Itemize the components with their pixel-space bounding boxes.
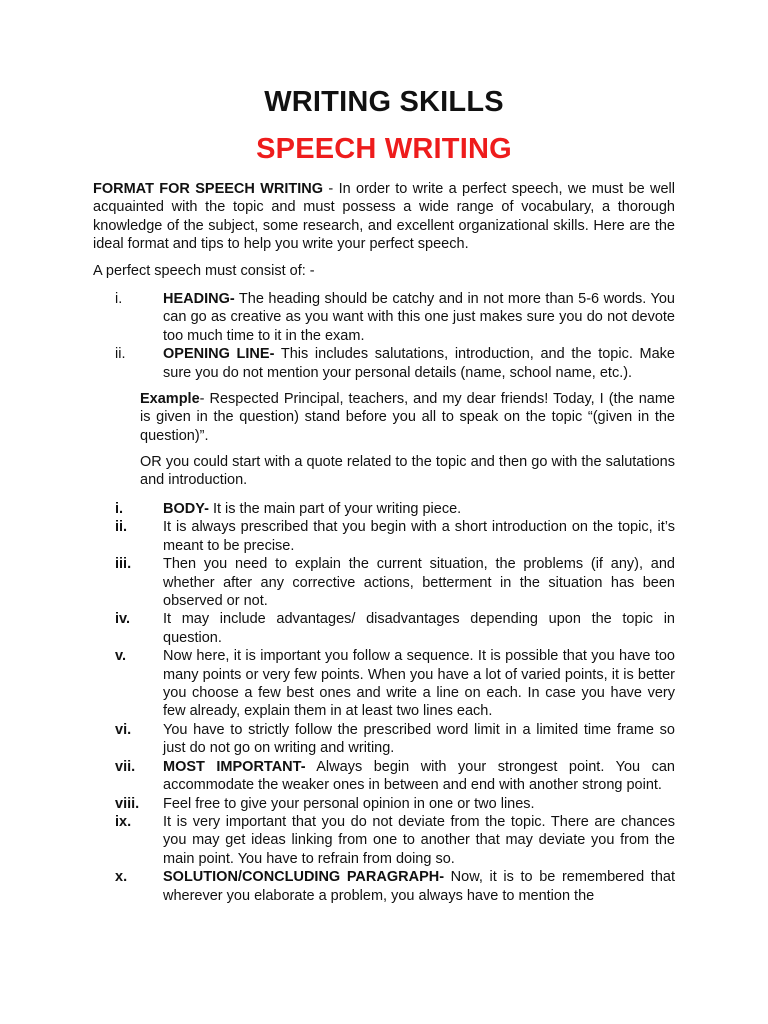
list-number: ii.: [115, 519, 128, 536]
list-item-text: Now, it is to be remembered that wherever you elaborate a problem, you always have to mention the: [163, 869, 675, 904]
list-item-lead: BODY-: [163, 501, 209, 517]
consist-line: A perfect speech must consist of: -: [93, 263, 315, 279]
list-item: [93, 610, 675, 647]
list-item: [93, 758, 675, 795]
list-number: viii.: [115, 795, 140, 812]
list-item-lead: HEADING-: [163, 291, 235, 307]
list-item: [93, 647, 675, 721]
list-item-text: It may include advantages/ disadvantages depending upon the topic in question.: [163, 611, 675, 646]
list-item: [93, 290, 675, 345]
page-subtitle: SPEECH WRITING: [256, 133, 512, 165]
list-item: [93, 721, 675, 758]
list-number: i.: [115, 291, 123, 307]
list-item-text: Now here, it is important you follow a sequence. It is possible that you have too many points or very few points. When you have a lot of varied points, it is better you choose a few best ones and write a line on each. In case you have very few already, explain them in at least two lines each.: [163, 648, 675, 720]
list-item-text: Then you need to explain the current situation, the problems (if any), and whether after any corrective actions, betterment in the situation has been observed or not.: [163, 556, 675, 610]
list-number: x.: [115, 869, 128, 886]
list-item-text: This includes salutations, introduction, and the topic. Make sure you do not mention your personal details (name, school name, etc.).: [163, 346, 675, 381]
list-item: [93, 345, 675, 382]
list-item: [93, 500, 675, 518]
list-item-text: You have to strictly follow the prescribed word limit in a limited time frame so just do not go on writing and writing.: [163, 721, 675, 757]
list-number: ix.: [115, 813, 132, 830]
list-number: v.: [115, 648, 127, 665]
or-paragraph: OR you could start with a quote related to the topic and then go with the salutations and introduction.: [140, 454, 675, 489]
example-text: - Respected Principal, teachers, and my dear friends! Today, I (the name is given in the question) stand before you all to speak on the topic “(given in the question)”.: [140, 391, 675, 444]
intro-text: - In order to write a perfect speech, we must be well acquainted with the topic and must possess a wide range of vocabulary, a thorough knowledge of the subject, some research, and excellent organizational skills. Here are the ideal format and tips to help you write your perfect speech.: [93, 181, 675, 253]
list-number: iii.: [115, 556, 132, 573]
list-item: [93, 795, 675, 813]
list-item: [93, 868, 675, 905]
body-list: [93, 500, 675, 905]
list-number: iv.: [115, 611, 131, 628]
example-paragraph: [140, 390, 675, 445]
list-item-text: The heading should be catchy and in not more than 5-6 words. You can go as creative as you want with this one just makes sure you do not devote too much time to it in the exam.: [163, 291, 675, 344]
list-item: [93, 555, 675, 610]
list-number: vii.: [115, 758, 136, 775]
list-item-text: It is very important that you do not deviate from the topic. There are chances you may get ideas linking from one to another that may deviate you from the main point. You have to refrain from doing so.: [163, 813, 675, 867]
intro-paragraph: [93, 180, 675, 254]
intro-lead: FORMAT FOR SPEECH WRITING: [93, 181, 324, 197]
list-item-lead: MOST IMPORTANT-: [163, 758, 306, 775]
list-item-text: Always begin with your strongest point. You can accommodate the weaker ones in between and end with another strong point.: [163, 758, 675, 794]
list-number: i.: [115, 501, 124, 517]
list-item-lead: OPENING LINE-: [163, 346, 275, 363]
page-title: WRITING SKILLS: [264, 86, 504, 118]
list-item-text: Feel free to give your personal opinion in one or two lines.: [163, 795, 535, 812]
list-item-text: It is always prescribed that you begin with a short introduction on the topic, it’s meant to be precise.: [163, 519, 675, 554]
list-item-lead: SOLUTION/CONCLUDING PARAGRAPH-: [163, 869, 445, 886]
list-item-text: It is the main part of your writing piece.: [208, 501, 462, 517]
list-item: [93, 518, 675, 555]
list-item: [93, 813, 675, 868]
list-number: vi.: [115, 721, 132, 738]
format-list: [93, 290, 675, 382]
example-lead: Example: [140, 391, 200, 407]
list-number: ii.: [115, 346, 126, 363]
